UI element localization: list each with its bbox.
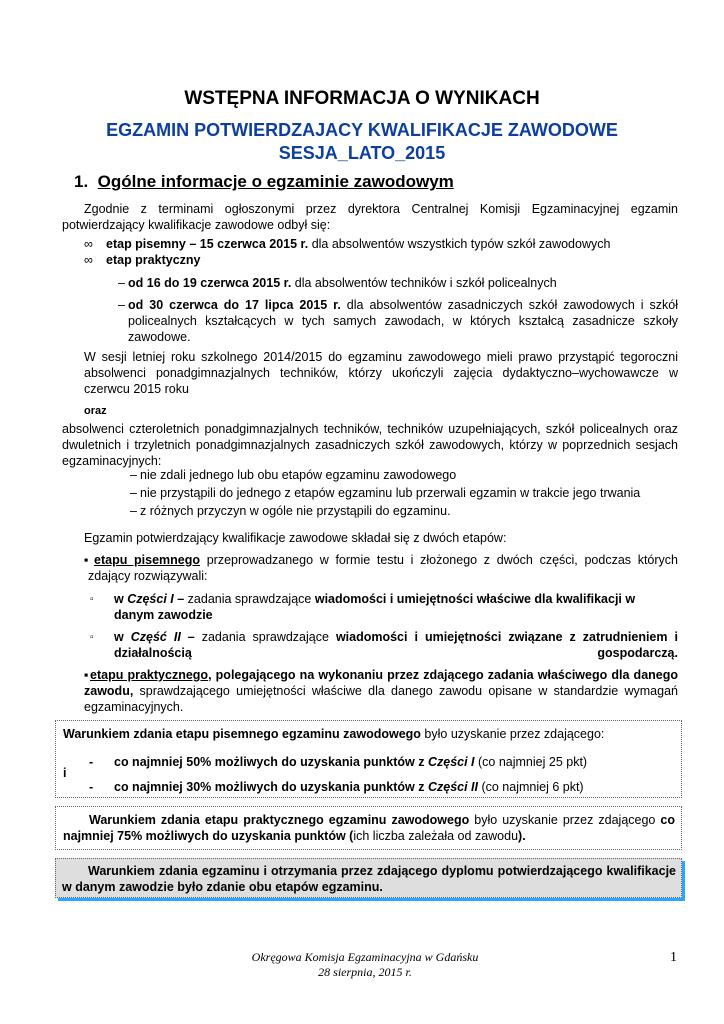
exam-pass-condition-box [55, 858, 682, 898]
dash-bullet-icon: - [89, 755, 94, 769]
dash-bullet-icon: – [130, 468, 137, 482]
dash-bullet-icon: – [130, 486, 137, 500]
session-subtitle: SESJA_LATO_2015 [278, 143, 446, 163]
practical-date-1 [128, 275, 678, 291]
written-stage-item [106, 236, 678, 252]
written-pass-row-1 [114, 754, 587, 770]
written-stage-date: etap pisemny – 15 czerwca 2015 r. [106, 237, 309, 251]
dash-bullet-icon: – [130, 504, 137, 518]
written-stage-text: przeprowadzanego w formie testu i złożonego z dwóch części, podczas których zdający rozwiązywali: [88, 553, 678, 583]
part-2-prefix: w [114, 630, 131, 644]
practical-pass-bold-2: co najmniej 75% możliwych do uzyskania punktów ( [63, 813, 675, 843]
part-2-name: Część II [130, 630, 181, 644]
footer-date: 28 sierpnia, 2015 r. [318, 965, 412, 979]
page-number: 1 [670, 950, 677, 965]
practical-2-date: od 30 czerwca do 17 lipca 2015 r. [128, 298, 341, 312]
section-title: Ogólne informacje o egzaminie zawodowym [97, 172, 454, 191]
row-1-bold: co najmniej 50% możliwych do uzyskania punktów z [114, 755, 428, 769]
reason-item: z różnych przyczyn w ogóle nie przystąpili do egzaminu. [140, 504, 451, 518]
practical-pass-text [63, 812, 675, 844]
practical-stage-description [84, 667, 678, 715]
practical-stage-label: etap praktyczny [106, 253, 201, 267]
part-2-bold: wiadomości i umiejętności związane z zatrudnieniem i działalnością gospodarczą [114, 630, 678, 660]
row-2-bold: co najmniej 30% możliwych do uzyskania punktów z [114, 780, 428, 794]
written-pass-heading-rest: było uzyskanie przez zdającego: [420, 727, 605, 741]
practical-stage-title: etapu praktycznego [90, 668, 209, 682]
practical-date-2 [128, 297, 678, 345]
written-pass-heading-bold: Warunkiem zdania etapu pisemnego egzaminu zawodowego [63, 727, 421, 741]
practical-1-date: od 16 do 19 czerwca 2015 r. [128, 276, 292, 290]
reason-item: nie przystąpili do jednego z etapów egzaminu lub przerwali egzamin w trakcie jego trwania [140, 486, 641, 500]
practical-1-desc: dla absolwentów techników i szkół policealnych [291, 276, 557, 290]
part-2-first-line [114, 629, 678, 661]
practical-pass-end: ). [518, 829, 526, 843]
written-stage-description [88, 552, 678, 584]
practical-2-desc: dla absolwentów zasadniczych szkół zawodowych i szkół policealnych kształcących w tych samych zawodach, w których kształcą zasadnicze szkoły zawodowe. [128, 298, 678, 344]
session-paragraph: W sesji letniej roku szkolnego 2014/2015 do egzaminu zawodowego mieli prawo przystąpić tegoroczni absolwenci ponadgimnazjalnych techników, którzy ukończyli zajęcia dydaktyczno–wychowawcze w czerwcu 2015 roku [84, 350, 678, 396]
written-stage-title: etapu pisemnego [94, 553, 201, 567]
part-1-name: Części I [127, 592, 174, 606]
part-1-item [114, 591, 678, 623]
hollow-bullet-icon: ▫ [90, 594, 94, 605]
part-2-end: . [674, 646, 678, 660]
row-2-part: Części II [427, 780, 478, 794]
dash-bullet-icon: – [118, 276, 125, 290]
section-heading [74, 172, 454, 192]
reason-item: nie zdali jednego lub obu etapów egzaminu zawodowego [140, 468, 457, 482]
part-2-text: zadania sprawdzające [201, 630, 336, 644]
part-1-dash: – [173, 592, 188, 606]
page-title: WSTĘPNA INFORMACJA O WYNIKACH [184, 88, 540, 109]
and-label: i [63, 766, 67, 780]
graduates-paragraph: absolwenci czteroletnich ponadgimnazjalnych techników, techników uzupełniających, szkół policealnych oraz dwuletnich i trzyletnich ponadgimnazjalnych zasadniczych szkół zawodowych, którzy w poprzednich sesjach egzaminacyjnych: [62, 422, 678, 468]
part-1-text: zadania sprawdzające [187, 592, 315, 606]
written-pass-condition-box [55, 720, 682, 798]
practical-stage-bold: , polegającego na wykonaniu przez zdającego zadania właściwego dla danego zawodu, [84, 668, 679, 698]
dash-bullet-icon: – [118, 298, 125, 312]
part-2-dash: – [180, 630, 202, 644]
section-number: 1. [74, 172, 89, 191]
practical-stage-item [106, 252, 200, 268]
exam-parts-intro: Egzamin potwierdzający kwalifikacje zawodowe składał się z dwóch etapów: [84, 531, 507, 545]
part-2-item [114, 629, 678, 661]
part-1-prefix: w [114, 592, 128, 606]
row-1-part: Części I [427, 755, 475, 769]
intro-paragraph: Zgodnie z terminami ogłoszonymi przez dyrektora Centralnej Komisji Egzaminacyjnej egzamin potwierdzający kwalifikacje zawodowe odbył się: [62, 202, 678, 232]
written-stage-desc: dla absolwentów wszystkich typów szkół zawodowych [308, 237, 611, 251]
practical-pass-condition-box [55, 806, 682, 850]
row-1-rest: (co najmniej 25 pkt) [474, 755, 588, 769]
written-pass-heading [63, 726, 604, 742]
infinity-bullet-icon: ∞ [84, 237, 93, 251]
square-bullet-icon: ▪ [84, 668, 89, 682]
part-1-bold: wiadomości i umiejętności właściwe dla kwalifikacji w danym zawodzie [114, 592, 636, 622]
row-2-rest: (co najmniej 6 pkt) [478, 780, 584, 794]
practical-pass-rest-2: ich liczba zależała od zawodu [353, 829, 519, 843]
exam-pass-text: Warunkiem zdania egzaminu i otrzymania przez zdającego dyplomu potwierdzającego kwalifikacje w danym zawodzie było zdanie obu etapów egzaminu. [62, 864, 676, 894]
hollow-bullet-icon: ▫ [90, 632, 94, 643]
dash-bullet-icon: - [89, 780, 94, 794]
oraz-label: oraz [84, 405, 107, 417]
square-bullet-icon: ▪ [84, 553, 89, 567]
practical-pass-rest-1: było uzyskanie przez zdającego [469, 813, 661, 827]
footer-institution: Okręgowa Komisja Egzaminacyjna w Gdańsku [251, 950, 479, 964]
exam-subtitle: EGZAMIN POTWIERDZAJACY KWALIFIKACJE ZAWODOWE [106, 120, 618, 140]
practical-stage-text: sprawdzającego umiejętności właściwe dla danego zawodu opisane w standardzie wymagań egzaminacyjnych. [84, 684, 678, 714]
infinity-bullet-icon: ∞ [84, 253, 93, 267]
practical-pass-bold-1: Warunkiem zdania etapu praktycznego egzaminu zawodowego [89, 813, 470, 827]
written-pass-row-2 [114, 779, 584, 795]
